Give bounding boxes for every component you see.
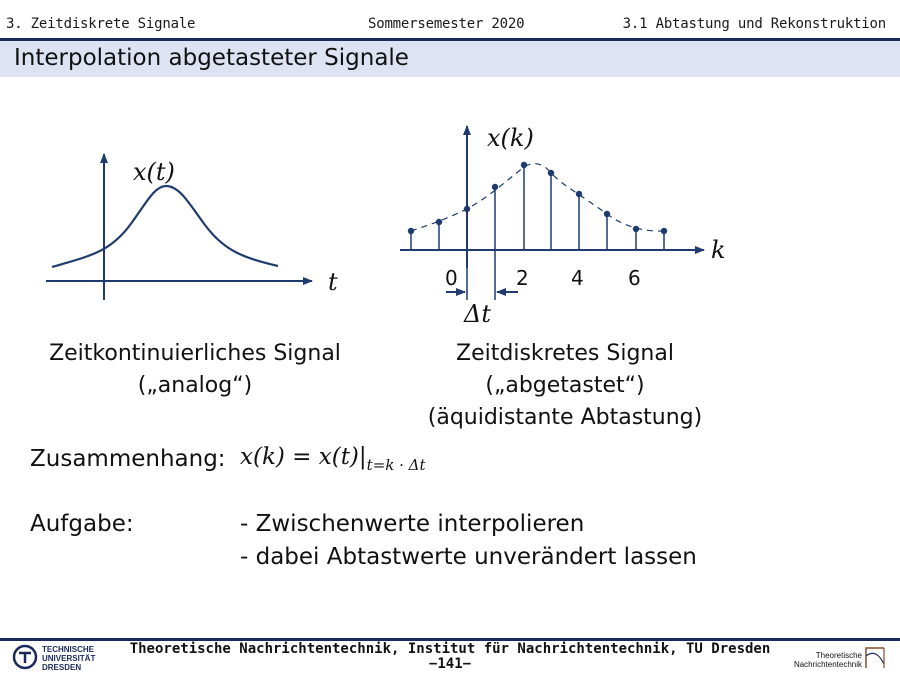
- task-label: Aufgabe:: [30, 511, 134, 537]
- sample-point: [604, 211, 610, 217]
- sample-point: [521, 162, 527, 168]
- analog-caption-line2: („analog“): [137, 373, 253, 398]
- slide-title: Interpolation abgetasteter Signale: [14, 45, 409, 71]
- sample-point: [408, 228, 414, 234]
- tick-label-4: 4: [571, 266, 584, 290]
- relation-formula-main: x(k) = x(t)|: [240, 444, 367, 470]
- tu-dresden-logo: [12, 644, 112, 672]
- footer: [0, 642, 900, 672]
- discrete-y-label: x(k): [487, 124, 534, 152]
- discrete-x-label: k: [711, 236, 726, 264]
- analog-x-label: t: [328, 268, 338, 296]
- sample-point: [633, 226, 639, 232]
- header-section: 3. Zeitdiskrete Signale: [6, 16, 196, 32]
- sample-point: [492, 184, 498, 190]
- task-item-2: - dabei Abtastwerte unverändert lassen: [240, 544, 697, 570]
- envelope-dashed: [411, 164, 664, 231]
- relation-formula-sub: t=k · Δt: [366, 456, 426, 474]
- tnt-logo-icon: [864, 644, 888, 670]
- footer-institute: Theoretische Nachrichtentechnik, Institut für Nachrichtentechnik, TU Dresden: [129, 641, 771, 657]
- sample-point: [548, 170, 554, 176]
- tick-label-0: 0: [445, 266, 458, 290]
- relation-label: Zusammenhang:: [30, 446, 226, 472]
- header-subsection: 3.1 Abtastung und Rekonstruktion: [622, 16, 886, 32]
- discrete-caption-line3: (äquidistante Abtastung): [427, 405, 703, 430]
- task-item-1: - Zwischenwerte interpolieren: [240, 511, 585, 537]
- footer-page-number: −141−: [428, 656, 472, 672]
- analog-y-label: x(t): [133, 158, 175, 186]
- discrete-caption-line2: („abgetastet“): [485, 373, 645, 398]
- discrete-caption: [410, 338, 720, 434]
- sample-point: [661, 228, 667, 234]
- tick-label-6: 6: [628, 266, 641, 290]
- analog-curve: [52, 186, 278, 267]
- tu-logo-icon: [12, 644, 38, 670]
- tick-label-2: 2: [516, 266, 529, 290]
- delta-t-label: Δt: [464, 300, 491, 328]
- tnt-logo-text: Theoretische Nachrichtentechnik: [793, 651, 862, 669]
- tu-logo-text: TECHNISCHE UNIVERSITÄT DRESDEN: [42, 645, 96, 672]
- header-semester: Sommersemester 2020: [368, 16, 525, 32]
- analog-diagram: [46, 154, 338, 300]
- discrete-diagram: [400, 124, 726, 328]
- relation-formula: [240, 444, 426, 474]
- sample-point: [464, 206, 470, 212]
- tnt-logo: [788, 644, 888, 672]
- sample-point: [576, 191, 582, 197]
- analog-caption: [40, 338, 350, 402]
- sample-stems: [408, 162, 667, 250]
- analog-caption-line1: Zeitkontinuierliches Signal: [49, 341, 341, 366]
- discrete-caption-line1: Zeitdiskretes Signal: [456, 341, 674, 366]
- sample-point: [436, 219, 442, 225]
